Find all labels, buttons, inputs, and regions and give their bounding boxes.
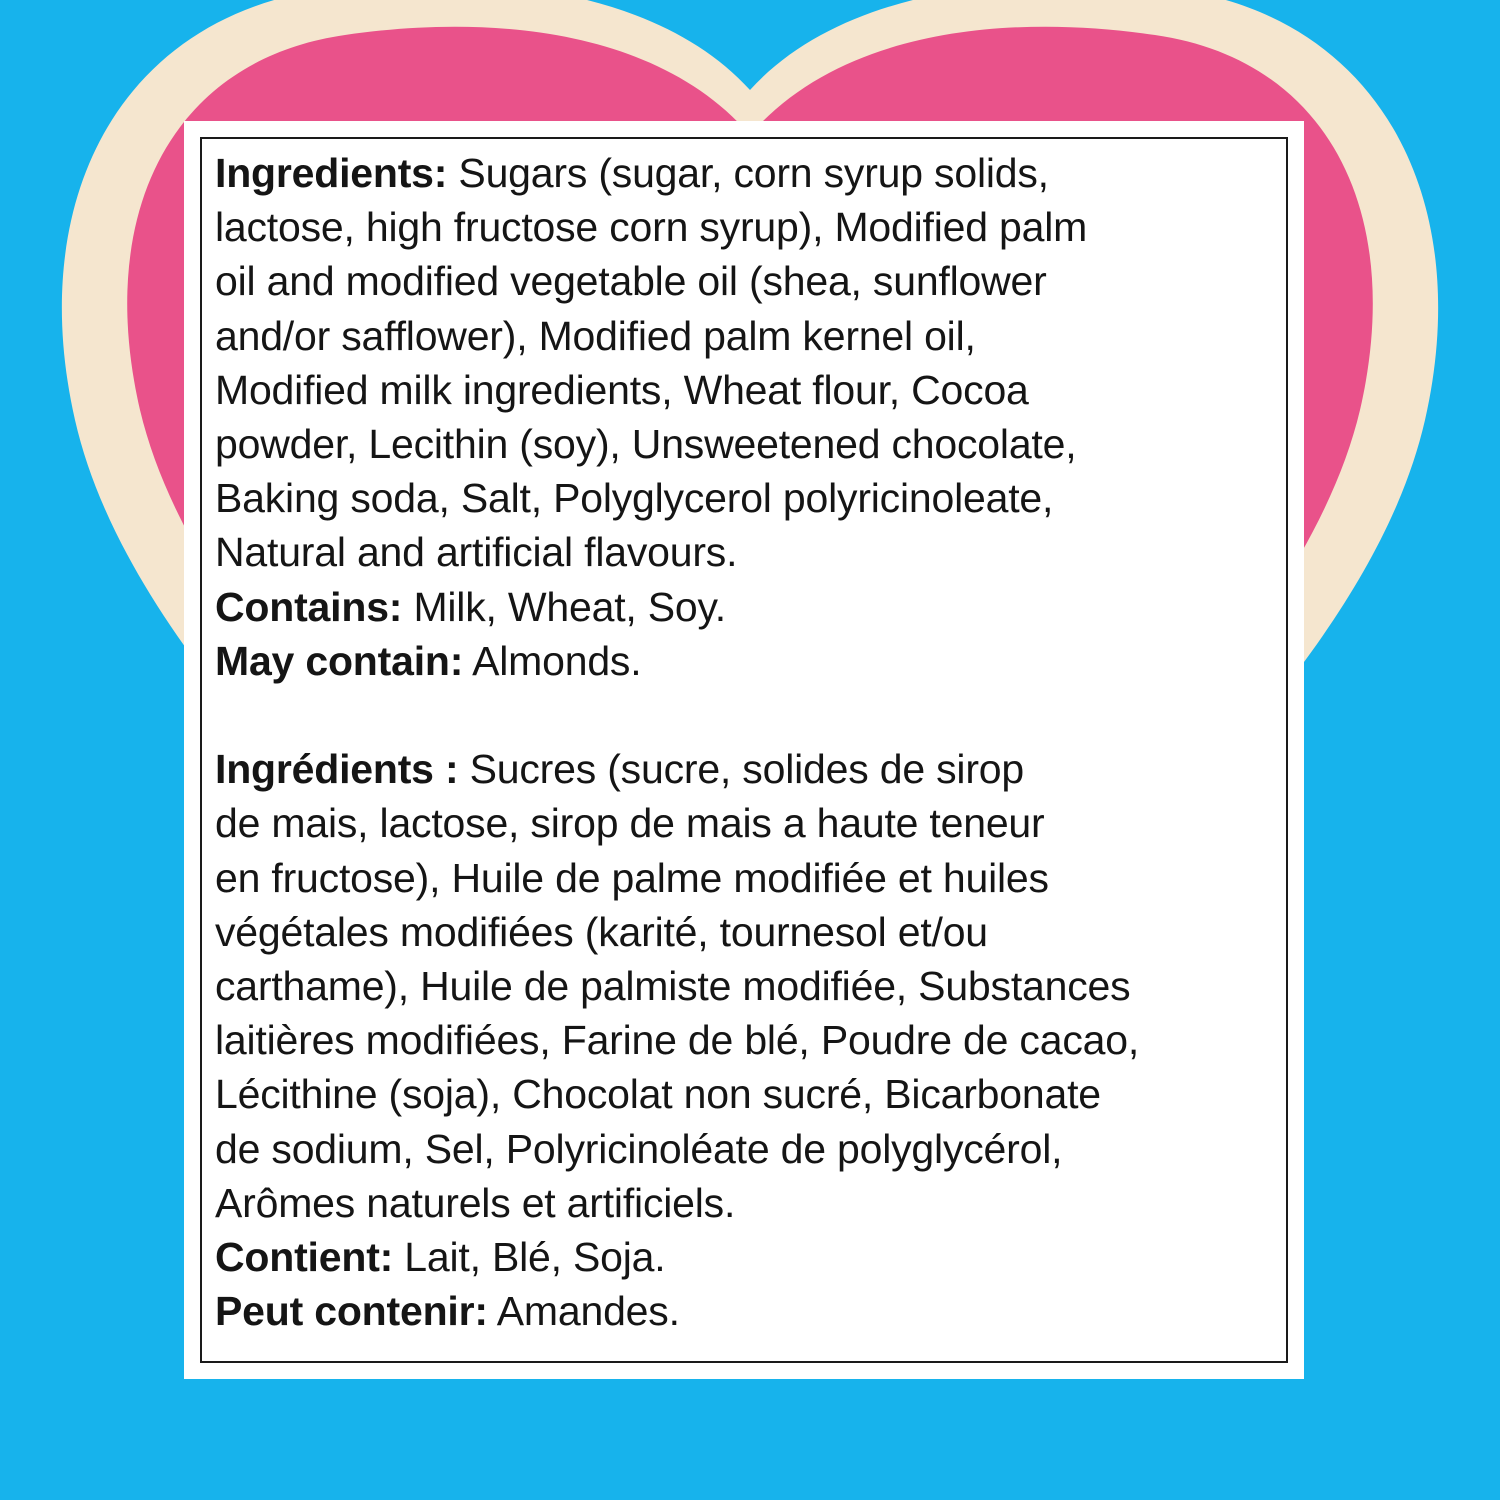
english-ingredients-heading: Ingredients:	[215, 150, 448, 196]
english-ingredients-line-1	[215, 146, 1285, 200]
english-may-contain-heading: May contain:	[215, 637, 464, 684]
english-ingredients-line: oil and modified vegetable oil (shea, sunflower	[215, 258, 1047, 305]
french-ingredients-line: de sodium, Sel, Polyricinoléate de polyglycérol,	[215, 1125, 1063, 1172]
english-may-contain-text: Almonds.	[463, 637, 642, 684]
french-may-contain-text: Amandes.	[487, 1288, 680, 1335]
english-contains-line	[215, 580, 1285, 634]
english-ingredients-line: Baking soda, Salt, Polyglycerol polyricinoleate,	[215, 475, 1054, 522]
french-contains-heading: Contient:	[215, 1234, 394, 1281]
french-ingredients-line-1	[215, 742, 1285, 796]
french-ingredients-line: laitières modifiées, Farine de blé, Poudre de cacao,	[215, 1017, 1140, 1064]
french-ingredients-line: en fructose), Huile de palme modifiée et huiles	[215, 854, 1049, 901]
french-contains-line	[215, 1230, 1285, 1284]
french-may-contain-line	[215, 1284, 1285, 1338]
english-ingredients-line: lactose, high fructose corn syrup), Modified palm	[215, 204, 1088, 251]
french-ingredients-line: de mais, lactose, sirop de mais a haute teneur	[215, 800, 1045, 847]
label-text-block	[215, 146, 1285, 1338]
french-may-contain-heading: Peut contenir:	[215, 1288, 488, 1335]
french-ingredients-line: Arômes naturels et artificiels.	[215, 1179, 736, 1226]
english-ingredients-text: Sugars (sugar, corn syrup solids,	[447, 150, 1049, 196]
french-ingredients-line: Lécithine (soja), Chocolat non sucré, Bicarbonate	[215, 1071, 1101, 1118]
english-contains-text: Milk, Wheat, Soy.	[402, 583, 726, 630]
english-ingredients-line: Modified milk ingredients, Wheat flour, Cocoa	[215, 366, 1029, 413]
ingredients-label-card	[184, 121, 1304, 1379]
english-ingredients-line: and/or safflower), Modified palm kernel oil,	[215, 312, 976, 359]
french-contains-text: Lait, Blé, Soja.	[393, 1234, 666, 1281]
french-ingredients-text: Sucres (sucre, solides de sirop	[458, 746, 1024, 793]
french-ingredients-line: carthame), Huile de palmiste modifiée, Substances	[215, 963, 1131, 1010]
english-ingredients-line: powder, Lecithin (soy), Unsweetened chocolate,	[215, 421, 1077, 468]
french-ingredients-heading: Ingrédients :	[215, 746, 459, 793]
english-contains-heading: Contains:	[215, 583, 403, 630]
english-may-contain-line	[215, 634, 1285, 688]
french-ingredients-line: végétales modifiées (karité, tournesol et/ou	[215, 908, 988, 955]
section-spacer	[215, 688, 1285, 742]
english-ingredients-line: Natural and artificial flavours.	[215, 529, 738, 576]
